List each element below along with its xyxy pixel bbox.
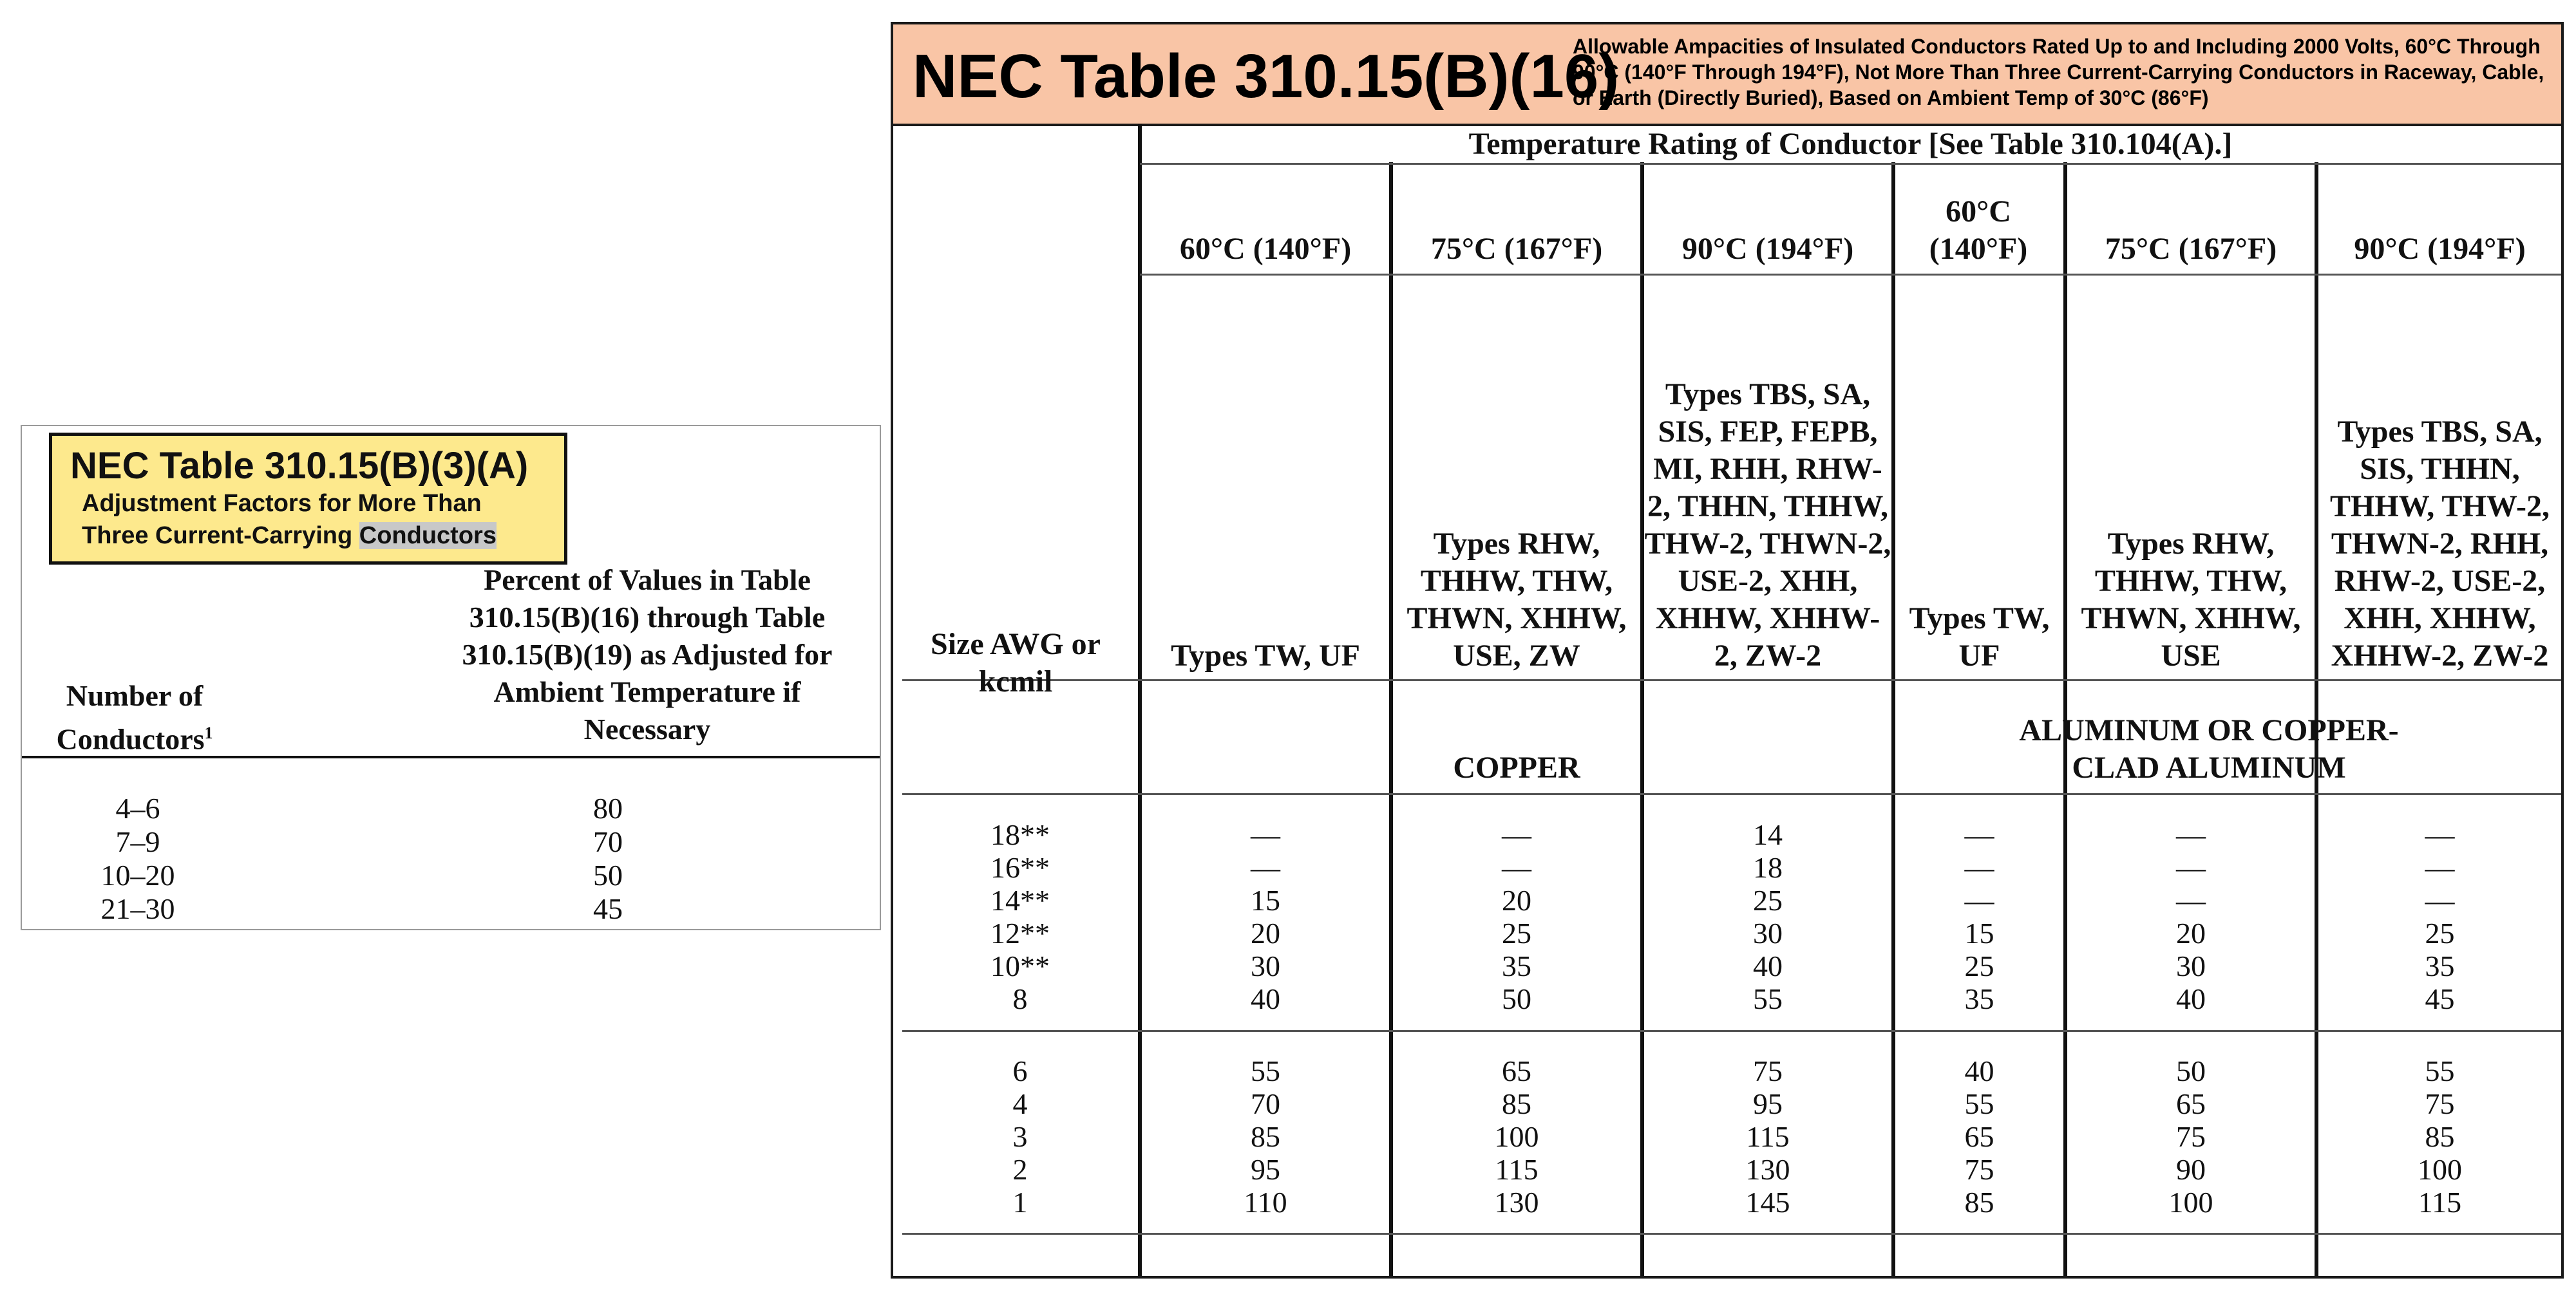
temp-60-copper: 60°C (140°F) — [1179, 232, 1352, 266]
ampacity-al60: 35 — [1964, 982, 1994, 1015]
temp-75-aluminum: 75°C (167°F) — [2105, 232, 2277, 266]
conductor-types: Types RHW, THHW, THW, THWN, XHHW, USE, ZW — [1406, 527, 1627, 673]
ampacity-al60: 85 — [1964, 1186, 1994, 1219]
conductor-count: 21–30 — [100, 892, 175, 925]
ampacity-al60: 75 — [1964, 1153, 1994, 1186]
conductor-size: 18** — [990, 818, 1050, 851]
row-rule — [902, 793, 2561, 795]
table-row — [22, 825, 880, 859]
ampacity-al90: — — [2425, 884, 2455, 917]
ampacity-al60: 40 — [1964, 1055, 1994, 1087]
conductor-count: 10–20 — [100, 859, 175, 892]
ampacity-grid — [893, 24, 2561, 1276]
ampacity-cu90: 75 — [1753, 1055, 1783, 1087]
ampacity-al75: 100 — [2168, 1186, 2213, 1219]
ampacity-al90: — — [2425, 818, 2455, 851]
ampacity-al60: — — [1964, 851, 1994, 884]
conductor-size: 8 — [1012, 982, 1028, 1015]
ampacity-cu75: — — [1502, 818, 1531, 851]
ampacity-cu60: 85 — [1251, 1120, 1280, 1153]
ampacity-al90: 45 — [2425, 982, 2455, 1015]
conductor-size: 6 — [1012, 1055, 1028, 1087]
ampacity-table-description: Allowable Ampacities of Insulated Conductors Rated Up to and Including 2000 Volts, 60°C Through 90°C (140°F Through 194°F), Not More Than Three Current-Carrying Conductors in Raceway, Cable, or Earth (Directly Buried), Based on Ambient Temp of 30°C (86°F) — [1573, 35, 2544, 109]
ampacity-al75: 75 — [2176, 1120, 2206, 1153]
ampacity-cu75: 85 — [1502, 1087, 1531, 1120]
ampacity-cu60: 110 — [1244, 1186, 1287, 1219]
ampacity-cu90: 18 — [1753, 851, 1783, 884]
ampacity-al90: 25 — [2425, 917, 2455, 950]
conductor-types: Types RHW, THHW, THW, THWN, XHHW, USE — [2081, 527, 2301, 673]
ampacity-al60: 55 — [1964, 1087, 1994, 1120]
types-90-aluminum — [2318, 282, 2561, 675]
percent-header-line: 310.15(B)(19) as Adjusted for — [462, 638, 833, 671]
conductor-types: Types TBS, SA, SIS, THHN, THHW, THW-2, THWN-2, RHH, RHW-2, USE-2, XHH, XHHW, XHHW-2, ZW-2 — [2330, 415, 2550, 673]
ampacity-cu60: 15 — [1251, 884, 1280, 917]
ampacity-al60: 25 — [1964, 950, 1994, 982]
ampacity-cu60: 20 — [1251, 917, 1280, 950]
temp-90-copper: 90°C (194°F) — [1681, 232, 1854, 266]
ampacity-al75: 20 — [2176, 917, 2206, 950]
aluminum-label: ALUMINUM OR COPPER-CLAD ALUMINUM — [2019, 713, 2399, 785]
types-75-copper — [1393, 282, 1640, 675]
number-of-conductors-header — [22, 677, 247, 758]
percent-header-line: Ambient Temperature if — [493, 675, 801, 708]
conductor-size: 12** — [990, 917, 1050, 950]
highlighted-word: Conductors — [359, 522, 497, 549]
percent-header-line: Necessary — [583, 713, 711, 745]
ampacity-al90: 85 — [2425, 1120, 2455, 1153]
ampacity-cu60: 70 — [1251, 1087, 1280, 1120]
ampacity-cu75: 35 — [1502, 950, 1531, 982]
number-of-conductors-header-line2 — [22, 715, 247, 758]
table-row — [22, 859, 880, 892]
ampacity-cu90: 14 — [1753, 818, 1783, 851]
copper-label: COPPER — [1453, 751, 1580, 785]
ampacity-cu75: 130 — [1494, 1186, 1539, 1219]
ampacity-cu75: — — [1502, 851, 1531, 884]
conductor-size: 10** — [990, 950, 1050, 982]
ampacity-cu75: 50 — [1502, 982, 1531, 1015]
ampacity-table-panel — [891, 22, 2564, 1279]
ampacity-cu60: 95 — [1251, 1153, 1280, 1186]
header-divider — [22, 756, 880, 758]
conductor-size: 4 — [1012, 1087, 1028, 1120]
ampacity-al90: 100 — [2418, 1153, 2462, 1186]
types-75-aluminum — [2067, 282, 2315, 675]
ampacity-cu75: 65 — [1502, 1055, 1531, 1087]
size-awg-header-text: Size AWG or kcmil — [931, 627, 1101, 699]
conductor-count: 4–6 — [115, 792, 160, 825]
row-rule — [1140, 274, 2561, 276]
adjustment-factors-panel — [21, 425, 881, 930]
adjustment-title-box — [49, 433, 567, 565]
conductor-size: 2 — [1012, 1153, 1028, 1186]
ampacity-cu90: 25 — [1753, 884, 1783, 917]
adjustment-subtitle-line1: Adjustment Factors for More Than — [82, 490, 482, 517]
temp-90-aluminum: 90°C (194°F) — [2354, 232, 2526, 266]
conductors-label: Conductors — [56, 722, 205, 756]
ampacity-al90: — — [2425, 851, 2455, 884]
ampacity-al75: — — [2176, 818, 2206, 851]
table-row — [22, 892, 880, 926]
ampacity-cu60: — — [1251, 818, 1280, 851]
footnote-marker: 1 — [204, 724, 213, 742]
ampacity-cu75: 115 — [1495, 1153, 1539, 1186]
adjustment-table-subtitle — [82, 487, 564, 552]
ampacity-cu90: 30 — [1753, 917, 1783, 950]
ampacity-table-title: NEC Table 310.15(B)(16) — [913, 42, 1620, 111]
temp-75-copper: 75°C (167°F) — [1430, 232, 1603, 266]
ampacity-al90: 75 — [2425, 1087, 2455, 1120]
percent-value: 50 — [593, 859, 623, 892]
temp-60-aluminum: 60°C (140°F) — [1929, 194, 2028, 266]
percent-value: 80 — [593, 792, 623, 825]
percent-value: 70 — [593, 825, 623, 858]
ampacity-cu90: 95 — [1753, 1087, 1783, 1120]
ampacity-al60: 65 — [1964, 1120, 1994, 1153]
percent-header-line: 310.15(B)(16) through Table — [469, 601, 826, 633]
ampacity-al60: 15 — [1964, 917, 1994, 950]
ampacity-al75: 65 — [2176, 1087, 2206, 1120]
ampacity-cu90: 130 — [1745, 1153, 1790, 1186]
ampacity-cu75: 100 — [1494, 1120, 1539, 1153]
ampacity-al75: 40 — [2176, 982, 2206, 1015]
conductor-types: Types TW, UF — [1171, 639, 1360, 673]
ampacity-al90: 35 — [2425, 950, 2455, 982]
conductor-count: 7–9 — [115, 825, 160, 858]
ampacity-cu60: 30 — [1251, 950, 1280, 982]
ampacity-al75: 90 — [2176, 1153, 2206, 1186]
percent-value: 45 — [593, 892, 623, 925]
ampacity-al75: — — [2176, 884, 2206, 917]
ampacity-cu60: 55 — [1251, 1055, 1280, 1087]
ampacity-cu75: 25 — [1502, 917, 1531, 950]
ampacity-cu60: 40 — [1251, 982, 1280, 1015]
types-60-aluminum — [1895, 282, 2063, 675]
adjustment-subtitle-line2 — [82, 520, 564, 552]
ampacity-cu90: 40 — [1753, 950, 1783, 982]
ampacity-cu60: — — [1251, 851, 1280, 884]
ampacity-cu90: 55 — [1753, 982, 1783, 1015]
number-of-conductors-header-line1: Number of — [66, 679, 204, 712]
ampacity-cu90: 145 — [1745, 1186, 1790, 1219]
ampacity-al75: 50 — [2176, 1055, 2206, 1087]
conductor-size: 16** — [990, 851, 1050, 884]
row-rule — [902, 679, 2561, 681]
adjustment-table-title: NEC Table 310.15(B)(3)(A) — [70, 445, 529, 487]
conductor-types: Types TBS, SA, SIS, FEP, FEPB, MI, RHH, RHW-2, THHN, THHW, THW-2, THWN-2, USE-2, XHH, XHHW, XHHW-2, ZW-2 — [1644, 377, 1891, 673]
ampacity-al60: — — [1964, 818, 1994, 851]
ampacity-cu75: 20 — [1502, 884, 1531, 917]
types-90-copper — [1644, 282, 1891, 675]
adjustment-subtitle-prefix: Three Current-Carrying — [82, 522, 359, 549]
conductor-size: 3 — [1012, 1120, 1028, 1153]
adjustment-rows — [22, 792, 880, 926]
conductor-size: 1 — [1012, 1186, 1028, 1219]
percent-of-values-header — [412, 561, 882, 748]
conductor-size: 14** — [990, 884, 1050, 917]
ampacity-al90: 115 — [2418, 1186, 2462, 1219]
ampacity-al75: 30 — [2176, 950, 2206, 982]
size-awg-header — [893, 617, 1138, 700]
temperature-rating-header: Temperature Rating of Conductor [See Table 310.104(A).] — [1468, 127, 2233, 161]
ampacity-al90: 55 — [2425, 1055, 2455, 1087]
types-60-copper — [1142, 282, 1389, 675]
table-row — [22, 792, 880, 825]
ampacity-al75: — — [2176, 851, 2206, 884]
ampacity-cu90: 115 — [1746, 1120, 1790, 1153]
row-rule — [1140, 163, 2561, 165]
row-rule — [902, 1030, 2561, 1032]
row-rule — [902, 1233, 2561, 1235]
ampacity-al60: — — [1964, 884, 1994, 917]
percent-header-line: Percent of Values in Table — [484, 563, 811, 596]
conductor-types: Types TW, UF — [1909, 601, 2050, 673]
